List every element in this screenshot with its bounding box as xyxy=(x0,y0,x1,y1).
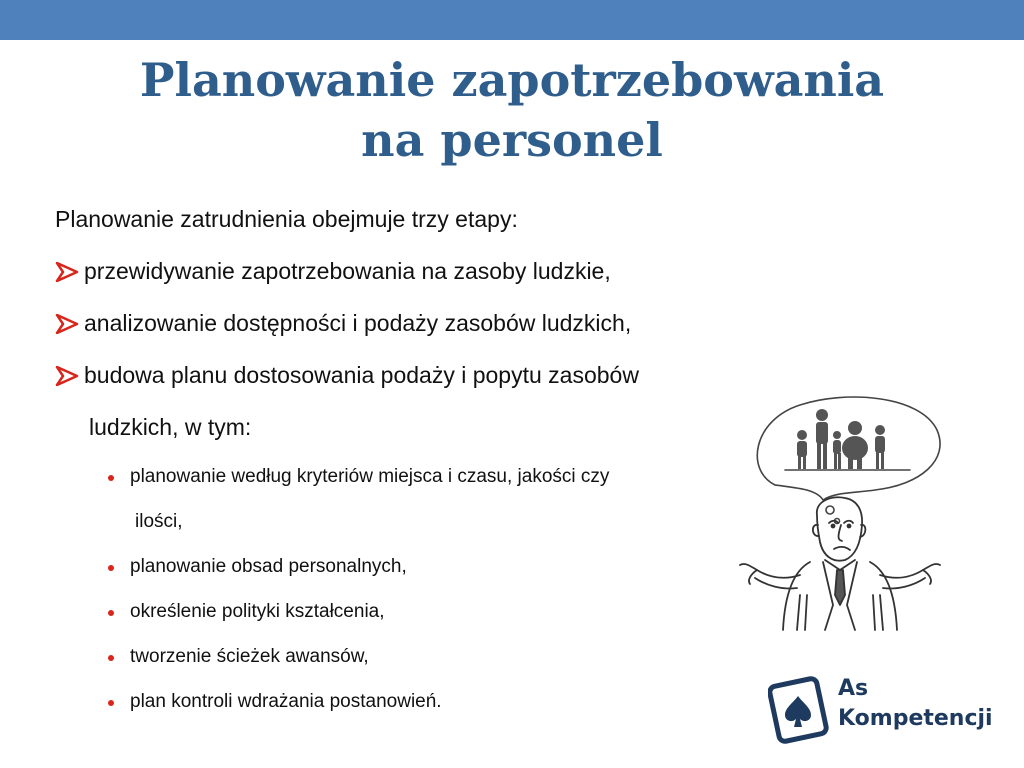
dot-bullet-icon xyxy=(108,565,114,571)
slide-title-line-1: Planowanie zapotrzebowania xyxy=(139,53,885,107)
arrow-bullet-icon xyxy=(55,366,79,386)
bullet-item-2 xyxy=(55,308,895,360)
top-accent-bar xyxy=(0,0,1024,40)
arrow-bullet-icon xyxy=(55,262,79,282)
subbullet-item-4-text: tworzenie ścieżek awansów, xyxy=(130,646,369,667)
logo-text xyxy=(838,674,993,734)
bullet-item-3-text: budowa planu dostosowania podaży i popytu zasobów xyxy=(84,362,639,388)
logo-line-2: Kompetencji xyxy=(838,706,993,731)
bullet-item-1 xyxy=(55,256,895,308)
intro-text: Planowanie zatrudnienia obejmuje trzy etapy: xyxy=(55,206,518,232)
bullet-item-1-text: przewidywanie zapotrzebowania na zasoby ludzkie, xyxy=(84,258,611,284)
subbullet-item-3-text: określenie polityki kształcenia, xyxy=(130,601,385,622)
man-thinking-about-people-illustration xyxy=(705,390,980,640)
dot-bullet-icon xyxy=(108,700,114,706)
bullet-item-2-text: analizowanie dostępności i podaży zasobów ludzkich, xyxy=(84,310,632,336)
spade-card-icon xyxy=(769,678,828,743)
subbullet-item-1-text: planowanie według kryteriów miejsca i czasu, jakości czy xyxy=(130,466,610,487)
dot-bullet-icon xyxy=(108,475,114,481)
logo-line-1: As xyxy=(838,676,869,701)
slide-title xyxy=(0,50,1024,170)
dot-bullet-icon xyxy=(108,655,114,661)
arrow-bullet-icon xyxy=(55,314,79,334)
subbullet-item-5-text: plan kontroli wdrażania postanowień. xyxy=(130,691,442,712)
dot-bullet-icon xyxy=(108,610,114,616)
subbullet-item-2-text: planowanie obsad personalnych, xyxy=(130,556,407,577)
subbullet-item-1-continuation: ilości, xyxy=(135,511,183,532)
slide-title-line-2: na personel xyxy=(361,113,663,167)
bullet-item-3-continuation: ludzkich, w tym: xyxy=(89,414,252,440)
